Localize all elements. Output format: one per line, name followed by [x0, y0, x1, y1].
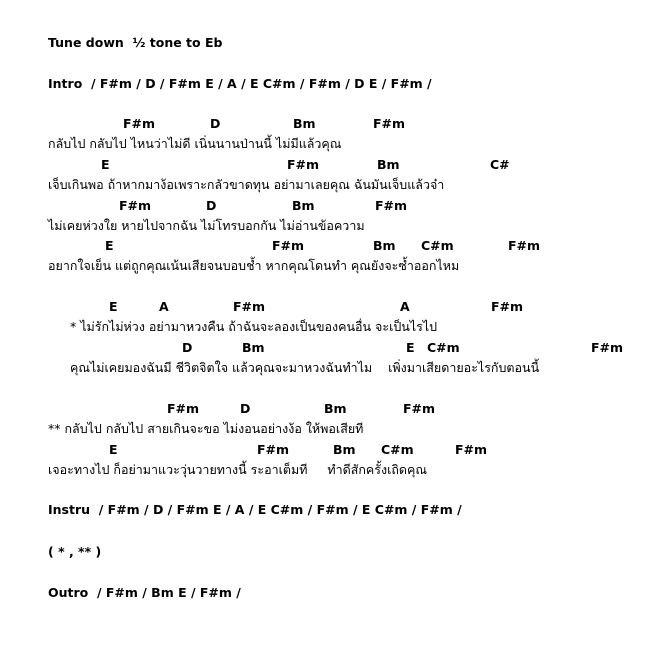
- chord-label: F#m: [123, 116, 156, 131]
- tuning-note: Tune down ½ tone to Eb: [48, 35, 223, 50]
- chord-label: D: [206, 198, 217, 213]
- chord-label: Bm: [324, 401, 347, 416]
- chord-label: F#m: [455, 442, 488, 457]
- lyric-line: เจอะทางไป ก็อย่ามาแวะวุ่นวายทางนี้ ระอาเต็มที ทำดีสักครั้งเถิดคุณ: [48, 462, 428, 477]
- chord-label: C#m: [381, 442, 414, 457]
- chord-label: C#m: [421, 238, 454, 253]
- chord-label: D: [240, 401, 251, 416]
- instru-line: Instru / F#m / D / F#m E / A / E C#m / F#m / E C#m / F#m /: [48, 502, 462, 517]
- repeat-marker: ( * , ** ): [48, 544, 102, 559]
- intro-line: Intro / F#m / D / F#m E / A / E C#m / F#m / D E / F#m /: [48, 76, 432, 91]
- lyric-line: เจ็บเกินพอ ถ้าหากมาง้อเพราะกลัวขาดทุน อย่ามาเลยคุณ ฉันมันเจ็บแล้วจ๋า: [48, 177, 445, 192]
- chord-label: F#m: [287, 157, 320, 172]
- chord-label: Bm: [373, 238, 396, 253]
- lyric-line: * ไม่รักไม่ห่วง อย่ามาหวงคืน ถ้าฉันจะลองเป็นของคนอื่น จะเป็นไรไป: [70, 319, 438, 334]
- outro-line: Outro / F#m / Bm E / F#m /: [48, 585, 241, 600]
- chord-label: F#m: [233, 299, 266, 314]
- chord-label: F#m: [403, 401, 436, 416]
- chord-label: E: [109, 299, 118, 314]
- chord-label: Bm: [242, 340, 265, 355]
- lyric-line: กลับไป กลับไป ไหนว่าไม่ดี เนิ่นนานป่านนี้ ไม่มีแล้วคุณ: [48, 136, 342, 151]
- chord-label: A: [400, 299, 410, 314]
- chord-label: Bm: [293, 116, 316, 131]
- chord-label: E: [105, 238, 114, 253]
- chord-label: Bm: [292, 198, 315, 213]
- chord-label: E: [101, 157, 110, 172]
- chord-label: F#m: [491, 299, 524, 314]
- lyric-line: คุณไม่เคยมองฉันมี ชีวิตจิตใจ แล้วคุณจะมาหวงฉันทำไม เพิ่งมาเสียดายอะไรกับตอนนี้: [70, 360, 540, 375]
- chord-label: F#m: [373, 116, 406, 131]
- chord-label: F#m: [272, 238, 305, 253]
- chord-label: E: [406, 340, 415, 355]
- chord-label: C#m: [427, 340, 460, 355]
- chord-label: F#m: [375, 198, 408, 213]
- chord-label: D: [210, 116, 221, 131]
- chord-label: C#: [490, 157, 510, 172]
- chord-label: Bm: [377, 157, 400, 172]
- chord-label: F#m: [167, 401, 200, 416]
- chord-label: F#m: [591, 340, 624, 355]
- chord-label: F#m: [119, 198, 152, 213]
- lyric-line: อยากใจเย็น แต่ถูกคุณเน้นเสียจนบอบช้ำ หากคุณโดนทำ คุณยังจะซ้ำออกไหม: [48, 258, 460, 273]
- chord-label: D: [182, 340, 193, 355]
- lyric-line: ** กลับไป กลับไป สายเกินจะขอ ไม่งอนอย่างง้อ ให้พอเสียที: [48, 421, 364, 436]
- chord-label: A: [159, 299, 169, 314]
- chord-label: Bm: [333, 442, 356, 457]
- lyric-line: ไม่เคยห่วงใย หายไปจากฉัน ไม่โทรบอกกัน ไม่อ่านข้อความ: [48, 218, 365, 233]
- chord-label: F#m: [508, 238, 541, 253]
- chord-label: F#m: [257, 442, 290, 457]
- chord-label: E: [109, 442, 118, 457]
